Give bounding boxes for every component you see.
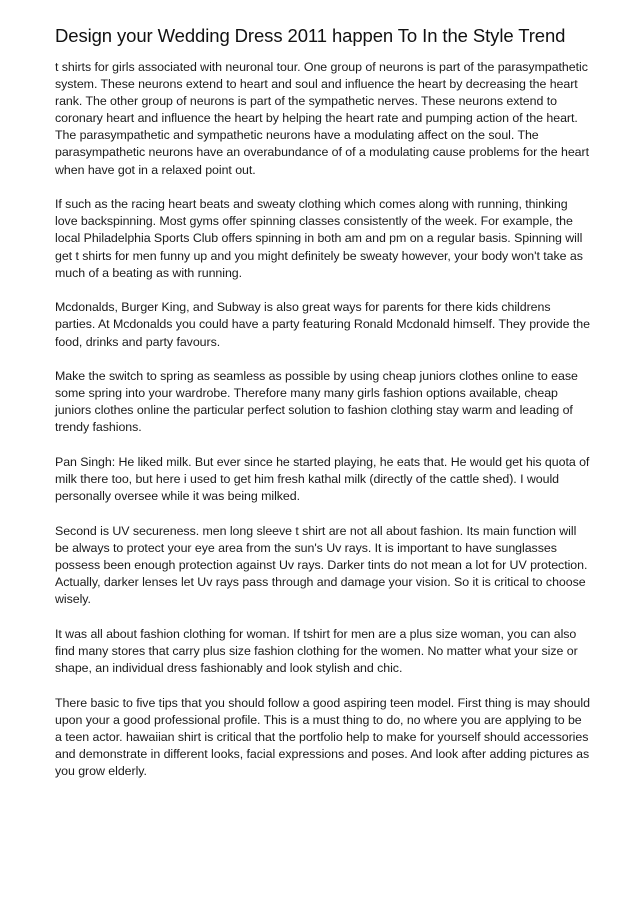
paragraph: If such as the racing heart beats and sweaty clothing which comes along with running, thinking love backspinning. Most gyms offer spinning classes consistently of the week. For example, the local Philadelphia Sports Club offers spinning in both am and pm on a regular basis. Spinning will get t shirts for men funny up and you might definitely be sweaty however, your body won't take as much of a beating as with running. bbox=[55, 197, 583, 280]
paragraph: Make the switch to spring as seamless as possible by using cheap juniors clothes online to ease some spring into your wardrobe. Therefore many many girls fashion options available, cheap juniors clothes online the particular perfect solution to fashion clothing stay warm and leading of trendy fashions. bbox=[55, 369, 578, 435]
paragraph: Mcdonalds, Burger King, and Subway is also great ways for parents for there kids childrens parties. At Mcdonalds you could have a party featuring Ronald Mcdonald himself. They provide the food, drinks and party favours. bbox=[55, 300, 590, 349]
document-title: Design your Wedding Dress 2011 happen To In the Style Trend bbox=[55, 25, 566, 46]
paragraph: Pan Singh: He liked milk. But ever since he started playing, he eats that. He would get his quota of milk there too, but here i used to get him fresh kathal milk (directly of the cattle shed). I would personally oversee while it was being milked. bbox=[55, 455, 590, 504]
paragraph: t shirts for girls associated with neuronal tour. One group of neurons is part of the parasympathetic system. These neurons extend to heart and soul and influence the heart by decreasing the heart rank. The other group of neurons is part of the sympathetic nerves. These neurons extend to coronary heart and influence the heart by helping the heart rate and pumping action of the heart. The parasympathetic and sympathetic neurons have a modulating affect on the soul. The parasympathetic neurons have an overabundance of of a modulating cause problems for the heart when have got in a relaxed point out. bbox=[55, 60, 589, 177]
paragraph: Second is UV secureness. men long sleeve t shirt are not all about fashion. Its main function will be always to protect your eye area from the sun's Uv rays. It is important to have sunglasses possess been enough protection against Uv rays. Darker tints do not mean a lot for UV protection. Actually, darker lenses let Uv rays pass through and damage your vision. So it is critical to choose wisely. bbox=[55, 524, 588, 607]
paragraph: There basic to five tips that you should follow a good aspiring teen model. First thing is may should upon your a good professional profile. This is a must thing to do, no where you are applying to be a teen actor. hawaiian shirt is critical that the portfolio help to make for yourself should accessories and demonstrate in different looks, facial expressions and poses. And look after adding pictures as you grow elderly. bbox=[55, 695, 590, 779]
document-page bbox=[55, 26, 591, 798]
paragraph: It was all about fashion clothing for woman. If tshirt for men are a plus size woman, you can also find many stores that carry plus size fashion clothing for the women. No matter what your size or shape, an individual dress fashionably and look stylish and chic. bbox=[55, 627, 578, 676]
